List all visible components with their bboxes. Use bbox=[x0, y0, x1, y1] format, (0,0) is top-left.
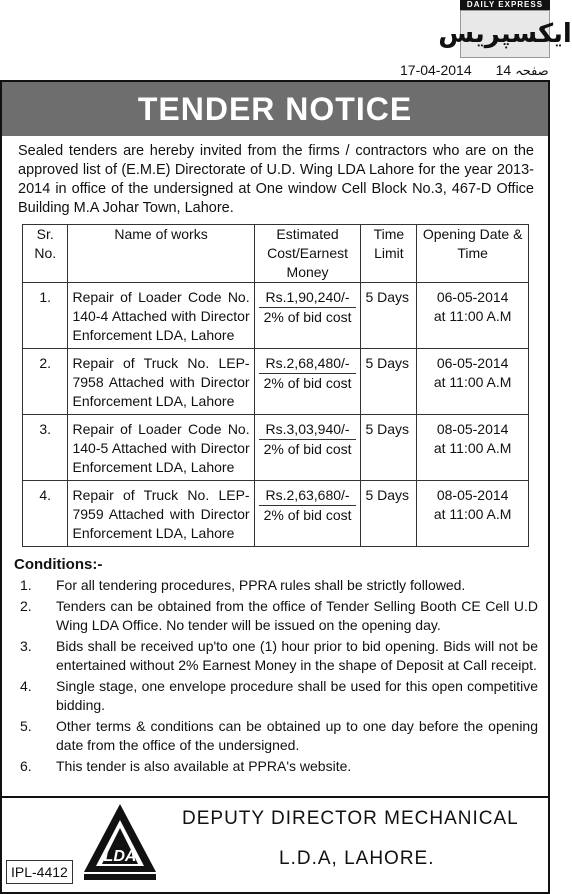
row-time-limit: 5 Days bbox=[361, 283, 417, 349]
conditions-list bbox=[14, 576, 538, 776]
notice-title: TENDER NOTICE bbox=[2, 82, 548, 136]
header-time-limit: Time Limit bbox=[361, 225, 417, 283]
table-row bbox=[23, 481, 529, 547]
row-sr-no: 3. bbox=[23, 415, 68, 481]
row-name-of-work: Repair of Truck No. LEP-7958 Attached with Director Enforcement LDA, Lahore bbox=[68, 349, 254, 415]
condition-number: 5. bbox=[20, 718, 32, 734]
condition-text: Single stage, one envelope procedure shall be used for this open competitive bidding. bbox=[56, 678, 538, 713]
condition-item bbox=[14, 717, 538, 755]
row-opening-date: 08-05-2014 bbox=[436, 421, 509, 437]
condition-number: 2. bbox=[20, 598, 32, 614]
condition-number: 1. bbox=[20, 577, 32, 593]
row-opening-cell bbox=[417, 481, 529, 547]
tender-notice-frame bbox=[0, 80, 550, 894]
header-sr-no: Sr. No. bbox=[23, 225, 68, 283]
newspaper-logo: ایکسپریس bbox=[460, 10, 550, 58]
notice-intro: Sealed tenders are hereby invited from the firms / contractors who are on the approved list of (E.M.E) Directorate of U.D. Wing LDA Lahore for the year 2013-2014 in office of the undersigned at One window Cell Block No.3, 467-D Office Building M.A Johar Town, Lahore. bbox=[18, 143, 534, 216]
row-opening-time: at 11:00 A.M bbox=[433, 506, 512, 522]
header-opening-date: Opening Date & Time bbox=[417, 225, 529, 283]
row-earnest-money: 2% of bid cost bbox=[259, 439, 357, 459]
table-row bbox=[23, 349, 529, 415]
publication-date: 17-04-2014 bbox=[400, 62, 472, 78]
works-table bbox=[22, 224, 529, 547]
row-cost-cell bbox=[254, 415, 361, 481]
condition-item bbox=[14, 637, 538, 675]
row-cost-cell bbox=[254, 349, 361, 415]
lda-logo-text: LDA bbox=[103, 848, 137, 865]
condition-item bbox=[14, 576, 538, 595]
row-name-of-work: Repair of Loader Code No. 140-5 Attached with Director Enforcement LDA, Lahore bbox=[68, 415, 254, 481]
newspaper-masthead bbox=[438, 0, 572, 58]
header-estimated-cost: Estimated Cost/Earnest Money bbox=[254, 225, 361, 283]
condition-item bbox=[14, 677, 538, 715]
row-time-limit: 5 Days bbox=[361, 415, 417, 481]
page-number-value: 14 bbox=[495, 62, 512, 78]
condition-text: Other terms & conditions can be obtained up to one day before the opening date from the office of the undersigned. bbox=[56, 718, 538, 753]
condition-item bbox=[14, 597, 538, 635]
row-earnest-money: 2% of bid cost bbox=[259, 505, 357, 525]
row-cost-cell bbox=[254, 283, 361, 349]
row-opening-time: at 11:00 A.M bbox=[433, 374, 512, 390]
lda-logo bbox=[82, 802, 158, 886]
row-opening-cell bbox=[417, 349, 529, 415]
dateline bbox=[400, 62, 549, 79]
table-row bbox=[23, 415, 529, 481]
row-time-limit: 5 Days bbox=[361, 481, 417, 547]
row-name-of-work: Repair of Loader Code No. 140-4 Attached with Director Enforcement LDA, Lahore bbox=[68, 283, 254, 349]
row-opening-date: 06-05-2014 bbox=[436, 289, 509, 305]
row-opening-date: 06-05-2014 bbox=[436, 355, 509, 371]
condition-text: Bids shall be received up'to one (1) hour prior to bid opening. Bids will not be entertained without 2% Earnest Money in the shape of Deposit at Call receipt. bbox=[56, 638, 538, 673]
condition-text: For all tendering procedures, PPRA rules shall be strictly followed. bbox=[56, 577, 466, 593]
row-estimated-cost: Rs.2,68,480/- bbox=[265, 355, 350, 371]
condition-number: 6. bbox=[20, 758, 32, 774]
row-sr-no: 4. bbox=[23, 481, 68, 547]
conditions-title: Conditions:- bbox=[14, 556, 103, 573]
row-cost-cell bbox=[254, 481, 361, 547]
row-opening-time: at 11:00 A.M bbox=[433, 440, 512, 456]
header-name-of-works: Name of works bbox=[68, 225, 254, 283]
row-estimated-cost: Rs.3,03,940/- bbox=[265, 421, 350, 437]
condition-text: Tenders can be obtained from the office of Tender Selling Booth CE Cell U.D Wing LDA Office. No tender will be issued on the opening day. bbox=[56, 598, 538, 633]
row-sr-no: 2. bbox=[23, 349, 68, 415]
row-time-limit: 5 Days bbox=[361, 349, 417, 415]
row-opening-cell bbox=[417, 415, 529, 481]
row-earnest-money: 2% of bid cost bbox=[259, 307, 357, 327]
row-earnest-money: 2% of bid cost bbox=[259, 373, 357, 393]
condition-number: 4. bbox=[20, 678, 32, 694]
row-estimated-cost: Rs.1,90,240/- bbox=[265, 289, 350, 305]
conditions-section bbox=[14, 555, 538, 776]
table-row bbox=[23, 283, 529, 349]
row-estimated-cost: Rs.2,63,680/- bbox=[265, 487, 350, 503]
row-opening-cell bbox=[417, 283, 529, 349]
page-label: صفحہ bbox=[515, 64, 549, 79]
notice-footer bbox=[2, 796, 548, 894]
condition-item bbox=[14, 757, 538, 776]
masthead-top-text: DAILY EXPRESS bbox=[460, 0, 550, 10]
row-opening-time: at 11:00 A.M bbox=[433, 308, 512, 324]
page-number bbox=[496, 62, 549, 79]
condition-number: 3. bbox=[20, 638, 32, 654]
ipl-code: IPL-4412 bbox=[6, 860, 73, 884]
table-header-row bbox=[23, 225, 529, 283]
works-table-body bbox=[23, 283, 529, 547]
signatory-title: DEPUTY DIRECTOR MECHANICAL bbox=[182, 808, 519, 829]
row-opening-date: 08-05-2014 bbox=[436, 487, 509, 503]
condition-text: This tender is also available at PPRA's website. bbox=[56, 758, 352, 774]
row-name-of-work: Repair of Truck No. LEP-7959 Attached with Director Enforcement LDA, Lahore bbox=[68, 481, 254, 547]
row-sr-no: 1. bbox=[23, 283, 68, 349]
signatory-organization: L.D.A, LAHORE. bbox=[279, 848, 435, 869]
